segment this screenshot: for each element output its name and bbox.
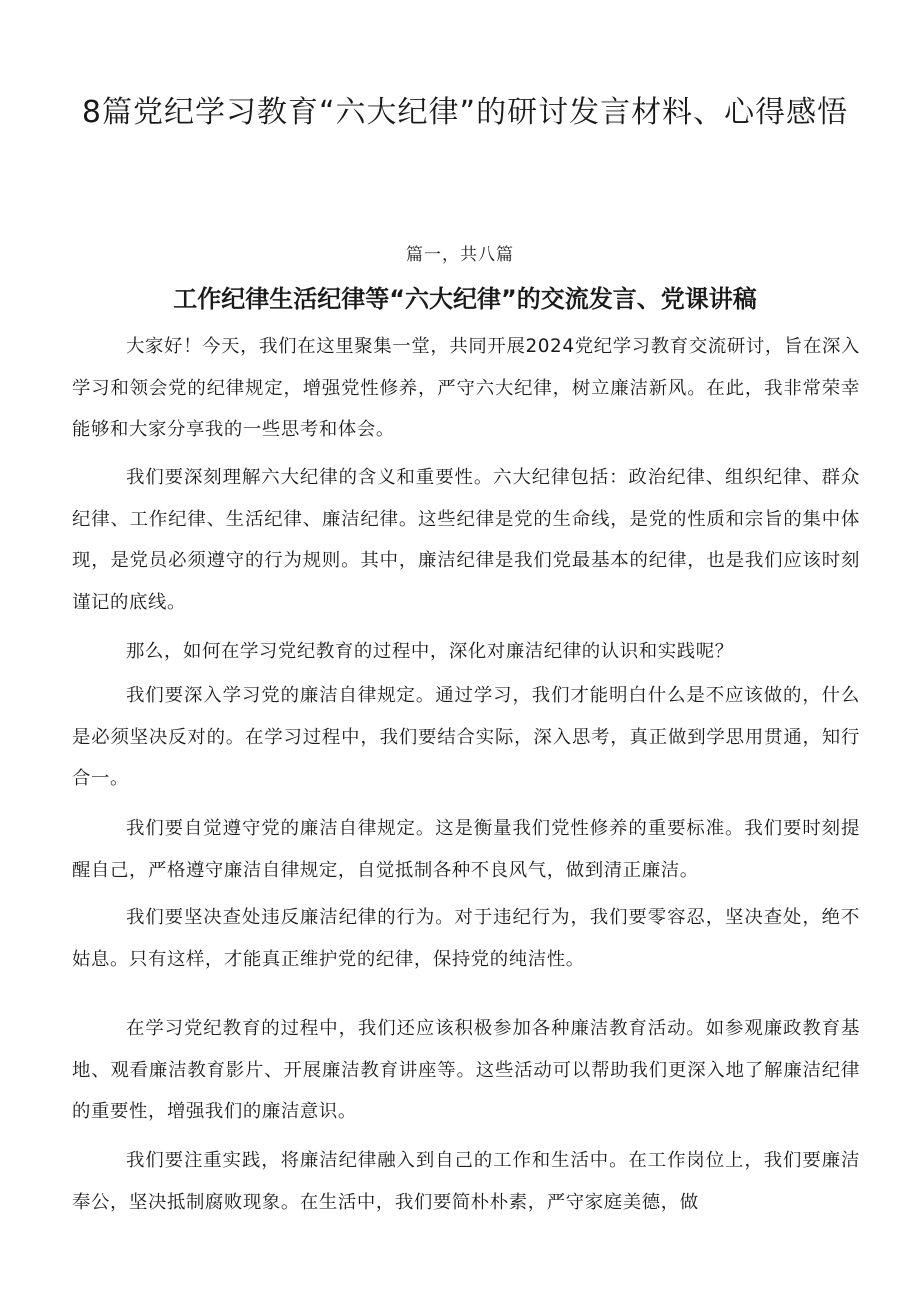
paragraph: 我们要深刻理解六大纪律的含义和重要性。六大纪律包括：政治纪律、组织纪律、群众纪律、工作纪律、生活纪律、廉洁纪律。这些纪律是党的生命线，是党的性质和宗旨的集中体现，是党员必须遵守的行为规则。其中，廉洁纪律是我们党最基本的纪律，也是我们应该时刻谨记的底线。 <box>72 467 860 613</box>
document-title: 8篇党纪学习教育“六大纪律”的研讨发言材料、心得感悟 <box>81 95 849 130</box>
paragraph: 在学习党纪教育的过程中，我们还应该积极参加各种廉洁教育活动。如参观廉政教育基地、观看廉洁教育影片、开展廉洁教育讲座等。这些活动可以帮助我们更深入地了解廉洁纪律的重要性，增强我们的廉洁意识。 <box>72 1018 860 1122</box>
section-label: 篇一，共八篇 <box>406 245 514 265</box>
paragraph: 我们要自觉遵守党的廉洁自律规定。这是衡量我们党性修养的重要标准。我们要时刻提醒自己，严格遵守廉洁自律规定，自觉抵制各种不良风气，做到清正廉洁。 <box>72 818 860 881</box>
paragraph: 我们要深入学习党的廉洁自律规定。通过学习，我们才能明白什么是不应该做的，什么是必须坚决反对的。在学习过程中，我们要结合实际，深入思考，真正做到学思用贯通，知行合一。 <box>72 685 860 789</box>
paragraph: 那么，如何在学习党纪教育的过程中，深化对廉洁纪律的认识和实践呢？ <box>126 641 734 662</box>
paragraph: 我们要注重实践，将廉洁纪律融入到自己的工作和生活中。在工作岗位上，我们要廉洁奉公，坚决抵制腐败现象。在生活中，我们要简朴朴素，严守家庭美德，做 <box>72 1150 860 1213</box>
paragraph: 大家好！今天，我们在这里聚集一堂，共同开展2024党纪学习教育交流研讨，旨在深入学习和领会党的纪律规定，增强党性修养，严守六大纪律，树立廉洁新风。在此，我非常荣幸能够和大家分享我的一些思考和体会。 <box>72 336 860 440</box>
section-title: 工作纪律生活纪律等“六大纪律”的交流发言、党课讲稿 <box>173 285 757 313</box>
paragraph: 我们要坚决查处违反廉洁纪律的行为。对于违纪行为，我们要零容忍，坚决查处，绝不姑息。只有这样，才能真正维护党的纪律，保持党的纯洁性。 <box>72 907 860 970</box>
